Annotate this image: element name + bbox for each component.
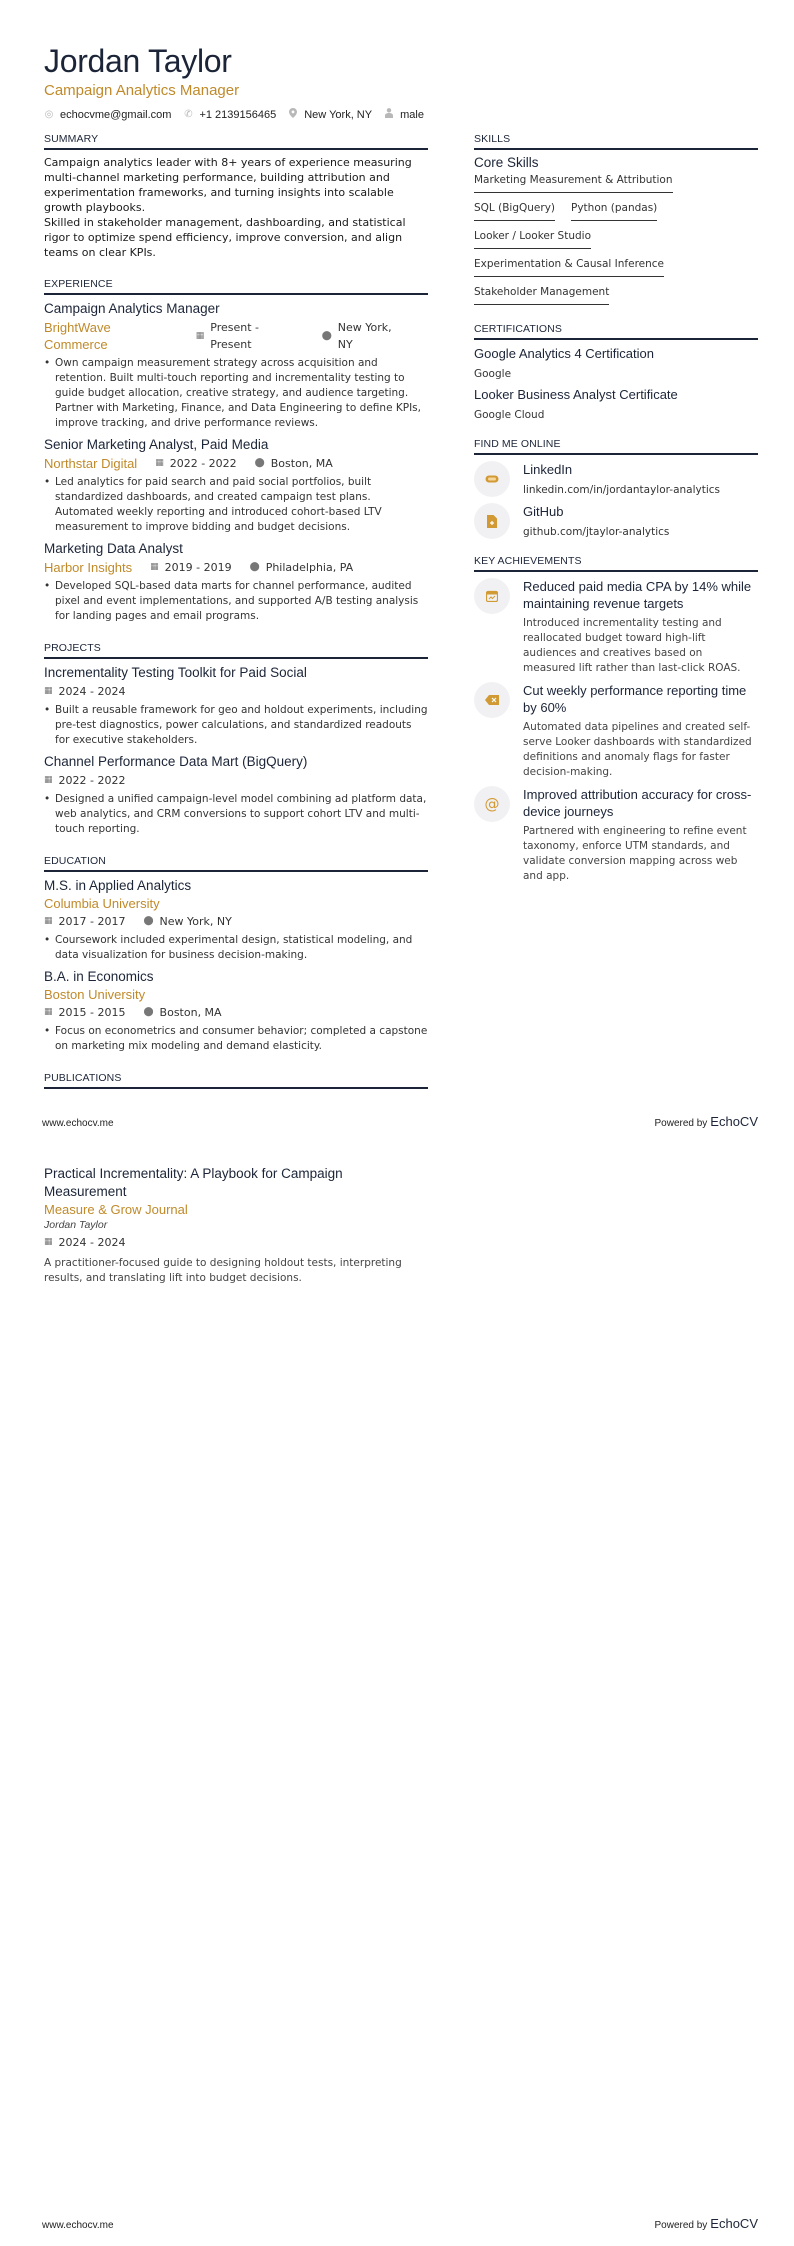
- company-name: Harbor Insights: [44, 560, 133, 575]
- dates-text: Present - Present: [210, 321, 260, 351]
- job-location: [250, 559, 354, 576]
- bullet-item: • Designed a unified campaign-level model combining ad platform data, web analytics, and CRM conversions to support cohort LTV and multi-touch reporting.: [44, 792, 428, 837]
- experience-section: [44, 278, 428, 624]
- certifications-section: [474, 323, 758, 422]
- achievement-text: [523, 682, 758, 780]
- online-url[interactable]: linkedin.com/in/jordantaylor-analytics: [523, 484, 721, 496]
- skill-tag: Experimentation & Causal Inference: [474, 257, 664, 277]
- achievement-item: [474, 578, 758, 676]
- education-location: [143, 1004, 221, 1021]
- skill-tag: SQL (BigQuery): [474, 201, 555, 221]
- job-role: Campaign Analytics Manager: [44, 301, 220, 316]
- skill-tag: Stakeholder Management: [474, 285, 609, 305]
- dates-text: 2019 - 2019: [164, 561, 232, 574]
- job-location: [322, 319, 410, 353]
- school-name: Boston University: [44, 987, 146, 1002]
- resume-header: [44, 42, 436, 121]
- page-footer: [42, 2216, 758, 2231]
- gender-text: male: [400, 108, 424, 121]
- right-column: [474, 133, 758, 884]
- achievement-title: Reduced paid media CPA by 14% while maintaining revenue targets: [523, 579, 752, 611]
- summary-paragraph: Skilled in stakeholder management, dashboarding, and statistical rigor to optimize spend efficiency, improve conversion, and align teams on clear KPIs.: [44, 216, 406, 259]
- project-entry: [44, 753, 428, 837]
- section-heading: CERTIFICATIONS: [474, 323, 758, 340]
- left-column: [44, 1165, 428, 1286]
- dates-text: 2024 - 2024: [58, 685, 126, 698]
- education-bullets: [44, 1024, 428, 1054]
- achievement-title: Improved attribution accuracy for cross-device journeys: [523, 787, 752, 819]
- certification-name: Looker Business Analyst Certificate: [474, 387, 678, 402]
- company-name: Northstar Digital: [44, 456, 138, 471]
- skills-section: [474, 133, 758, 313]
- experience-entry: [44, 300, 428, 431]
- section-heading: SKILLS: [474, 133, 758, 150]
- job-role: Senior Marketing Analyst, Paid Media: [44, 437, 269, 452]
- project-title: Incrementality Testing Toolkit for Paid Social: [44, 665, 307, 680]
- job-location: [255, 455, 333, 472]
- project-title: Channel Performance Data Mart (BigQuery): [44, 754, 308, 769]
- contact-gender: [384, 108, 424, 121]
- education-bullets: [44, 933, 428, 963]
- location-pin-icon: ⬤: [321, 330, 332, 341]
- skill-tags: [474, 173, 758, 313]
- experience-entry: [44, 540, 428, 624]
- degree-name: M.S. in Applied Analytics: [44, 878, 192, 893]
- location-text: Boston, MA: [270, 457, 333, 470]
- candidate-title: Campaign Analytics Manager: [44, 82, 240, 99]
- bullet-item: • Coursework included experimental design, statistical modeling, and data visualization for business decision-making.: [44, 933, 428, 963]
- location-text: Philadelphia, PA: [265, 561, 354, 574]
- section-heading: KEY ACHIEVEMENTS: [474, 555, 758, 572]
- brand-name[interactable]: EchoCV: [710, 1114, 758, 1129]
- online-profile-linkedin[interactable]: [474, 461, 758, 497]
- education-dates: [44, 913, 125, 930]
- publication-description: A practitioner-focused guide to designing holdout tests, interpreting results, and translating lift into budget decisions.: [44, 1257, 402, 1284]
- powered-by-label: Powered by: [654, 1118, 708, 1129]
- degree-name: B.A. in Economics: [44, 969, 154, 984]
- job-bullets: [44, 475, 428, 535]
- publication-meta: [44, 1234, 428, 1251]
- education-section: [44, 855, 428, 1054]
- powered-by: [654, 2216, 758, 2231]
- dates-text: 2024 - 2024: [58, 1236, 126, 1249]
- dates-text: 2022 - 2022: [169, 457, 237, 470]
- job-meta: [44, 559, 428, 576]
- achievement-item: [474, 786, 758, 884]
- at-icon: ◎: [44, 109, 54, 120]
- education-entry: [44, 877, 428, 963]
- contact-row: [44, 108, 436, 121]
- location-text: New York, NY: [304, 108, 373, 121]
- job-bullets: [44, 579, 428, 624]
- school-name: Columbia University: [44, 896, 160, 911]
- section-heading: PROJECTS: [44, 642, 428, 659]
- online-profile-github[interactable]: [474, 503, 758, 539]
- calendar-icon: ▦: [44, 1237, 53, 1247]
- bullet-item: • Led analytics for paid search and paid social portfolios, built standardized dashboards, and created campaign test plans. Automated weekly reporting and introduced cohort-based LTV measurement to improve bidding and budget decisions.: [44, 475, 428, 535]
- location-pin-icon: [288, 108, 298, 121]
- calendar-icon: ▦: [44, 916, 53, 926]
- bullet-item: • Focus on econometrics and consumer behavior; completed a capstone on marketing mix modeling and demand elasticity.: [44, 1024, 428, 1054]
- project-meta: [44, 772, 428, 789]
- job-role: Marketing Data Analyst: [44, 541, 183, 556]
- skill-tag: Python (pandas): [571, 201, 657, 221]
- at-sign-icon: @: [474, 786, 510, 822]
- calendar-icon: ▦: [155, 458, 164, 468]
- bullet-item: • Own campaign measurement strategy across acquisition and retention. Built multi-touch reporting and incrementality testing to guide budget allocation, creative strategy, and audience targeting. Partner with Marketing, Finance, and Data Engineering to define KPIs, improve tracking, and drive performance reviews.: [44, 356, 428, 431]
- online-name: LinkedIn: [523, 462, 573, 477]
- summary-section: [44, 133, 428, 260]
- contact-email[interactable]: [44, 109, 171, 121]
- publication-author: Jordan Taylor: [44, 1219, 108, 1231]
- calendar-icon: ▦: [44, 1007, 53, 1017]
- education-meta: [44, 1004, 428, 1021]
- experience-entry: [44, 436, 428, 535]
- bullet-item: • Developed SQL-based data marts for channel performance, audited pixel and event implementations, and supported A/B testing analysis for landing pages and email programs.: [44, 579, 428, 624]
- project-entry: [44, 664, 428, 748]
- contact-phone[interactable]: [183, 109, 276, 121]
- achievement-description: Introduced incrementality testing and reallocated budget toward high-lift audiences and creatives based on measured lift rather than last-click ROAS.: [523, 617, 741, 674]
- job-meta: [44, 455, 428, 472]
- calendar-icon: ▦: [150, 562, 159, 572]
- find-me-online-section: [474, 438, 758, 539]
- location-text: New York, NY: [159, 915, 232, 928]
- left-column: [44, 133, 428, 1094]
- footer-url[interactable]: www.echocv.me: [42, 1118, 114, 1129]
- calendar-icon: ▦: [44, 775, 53, 785]
- brand-name[interactable]: EchoCV: [710, 2216, 758, 2231]
- candidate-name: Jordan Taylor: [44, 43, 232, 79]
- publication-publisher: Measure & Grow Journal: [44, 1202, 188, 1217]
- company-name: BrightWave Commerce: [44, 320, 111, 352]
- phone-icon: ✆: [184, 109, 193, 120]
- certification-issuer: Google: [474, 368, 512, 380]
- certification-name: Google Analytics 4 Certification: [474, 346, 654, 361]
- job-dates: [196, 319, 304, 353]
- achievement-description: Automated data pipelines and created self-serve Looker dashboards with standardized definitions and anomaly flags for faster decision-making.: [523, 721, 752, 778]
- publication-title: Practical Incrementality: A Playbook for Campaign Measurement: [44, 1166, 343, 1199]
- achievement-title: Cut weekly performance reporting time by 60%: [523, 683, 747, 715]
- online-text: [523, 503, 669, 539]
- achievement-description: Partnered with engineering to refine event taxonomy, enforce UTM standards, and validate conversion mapping across web and app.: [523, 825, 747, 882]
- dates-text: 2015 - 2015: [58, 1006, 126, 1019]
- contact-location: [288, 108, 372, 121]
- project-bullets: [44, 792, 428, 837]
- dates-text: 2017 - 2017: [58, 915, 126, 928]
- section-heading: PUBLICATIONS: [44, 1072, 428, 1089]
- online-text: [523, 461, 720, 497]
- job-dates: [150, 559, 231, 576]
- job-meta: [44, 319, 428, 353]
- section-heading: EDUCATION: [44, 855, 428, 872]
- project-dates: [44, 772, 125, 789]
- location-text: Boston, MA: [159, 1006, 222, 1019]
- location-pin-icon: ⬤: [143, 916, 154, 926]
- project-dates: [44, 683, 125, 700]
- section-heading: FIND ME ONLINE: [474, 438, 758, 455]
- job-dates: [155, 455, 236, 472]
- dates-text: 2022 - 2022: [58, 774, 126, 787]
- achievement-item: [474, 682, 758, 780]
- certification-issuer: Google Cloud: [474, 409, 545, 421]
- publication-dates: [44, 1234, 125, 1251]
- section-heading: SUMMARY: [44, 133, 428, 150]
- summary-paragraph: Campaign analytics leader with 8+ years of experience measuring multi-channel marketing performance, building attribution and experimentation frameworks, and turning insights into scalable growth playbooks.: [44, 156, 412, 214]
- publication-entry: [44, 1165, 428, 1286]
- location-pin-icon: ⬤: [254, 458, 265, 468]
- email-text: echocvme@gmail.com: [60, 108, 172, 121]
- skill-tag: Marketing Measurement & Attribution: [474, 173, 673, 193]
- education-entry: [44, 968, 428, 1054]
- section-heading: EXPERIENCE: [44, 278, 428, 295]
- skill-group-title: Core Skills: [474, 155, 539, 170]
- badge-icon: [474, 461, 510, 497]
- publications-section-heading: [44, 1072, 428, 1089]
- bullet-item: • Built a reusable framework for geo and holdout experiments, including pre-test diagnostics, power calculations, and standardized readouts for executive stakeholders.: [44, 703, 428, 748]
- location-pin-icon: ⬤: [249, 562, 260, 572]
- footer-url[interactable]: www.echocv.me: [42, 2220, 114, 2231]
- education-meta: [44, 913, 428, 930]
- user-icon: [384, 108, 394, 121]
- file-plus-icon: [474, 503, 510, 539]
- calendar-chart-icon: [474, 578, 510, 614]
- backspace-tag-icon: [474, 682, 510, 718]
- project-meta: [44, 683, 428, 700]
- key-achievements-section: [474, 555, 758, 884]
- skill-tag: Looker / Looker Studio: [474, 229, 591, 249]
- location-pin-icon: ⬤: [143, 1007, 154, 1017]
- online-url[interactable]: github.com/jtaylor-analytics: [523, 526, 670, 538]
- education-location: [143, 913, 231, 930]
- calendar-icon: ▦: [195, 330, 205, 341]
- powered-by-label: Powered by: [654, 2220, 708, 2231]
- job-bullets: [44, 356, 428, 431]
- calendar-icon: ▦: [44, 686, 53, 696]
- phone-text: +1 2139156465: [199, 108, 277, 121]
- projects-section: [44, 642, 428, 837]
- project-bullets: [44, 703, 428, 748]
- achievement-text: [523, 786, 758, 884]
- location-text: New York, NY: [337, 321, 392, 351]
- resume-page-2: [0, 1123, 794, 2246]
- online-name: GitHub: [523, 504, 564, 519]
- publications-section: [44, 1165, 428, 1286]
- achievement-text: [523, 578, 758, 676]
- education-dates: [44, 1004, 125, 1021]
